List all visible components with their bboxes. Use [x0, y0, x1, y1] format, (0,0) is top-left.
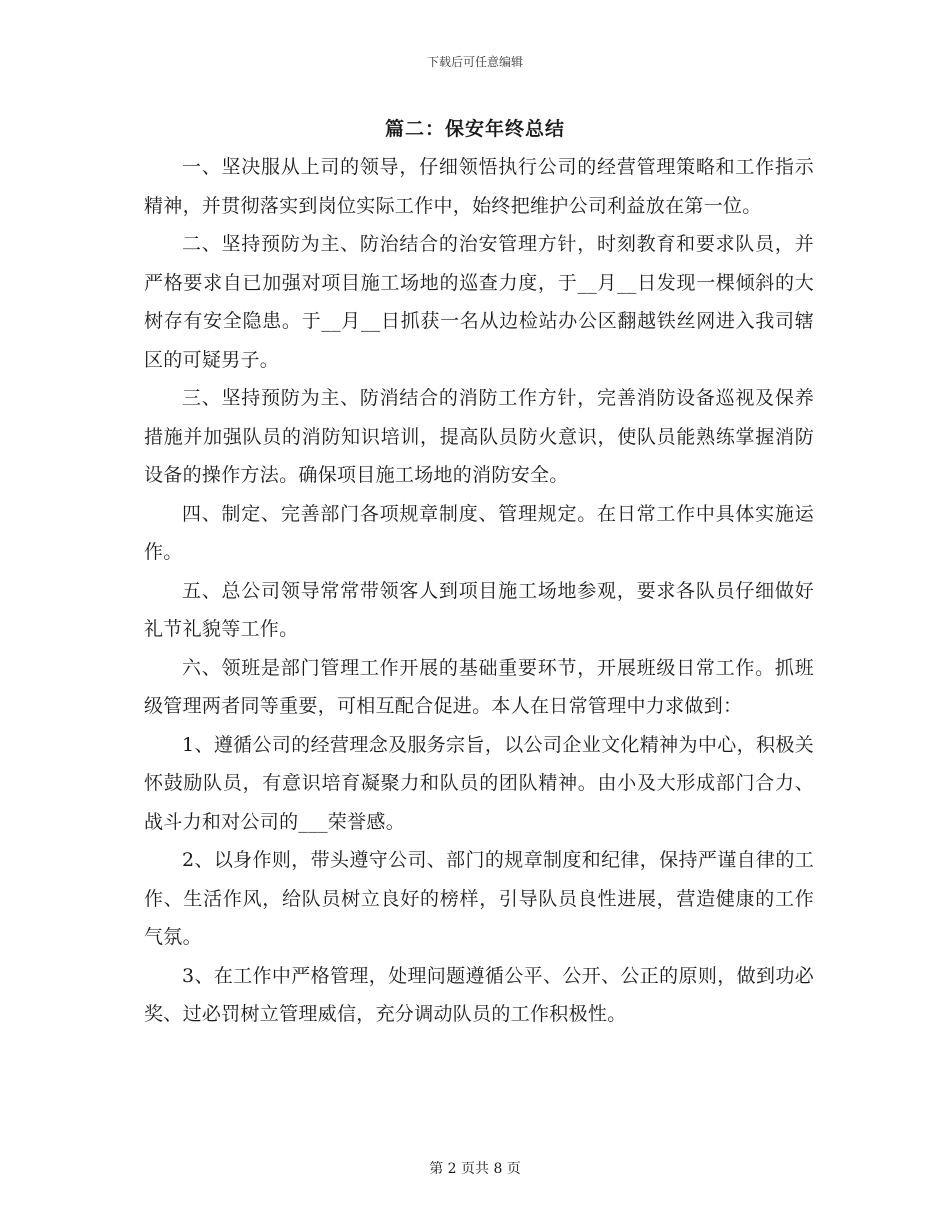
document-title: 篇二：保安年终总结 — [384, 118, 565, 140]
paragraph-7: 1、遵循公司的经营理念及服务宗旨，以公司企业文化精神为中心，积极关怀鼓励队员，有意识培育凝聚力和队员的团队精神。由小及大形成部门合力、战斗力和对公司的___荣誉感。 — [144, 733, 814, 833]
paragraph-3: 三、坚持预防为主、防消结合的消防工作方针，完善消防设备巡视及保养措施并加强队员的消防知识培训，提高队员防火意识，使队员能熟练掌握消防设备的操作方法。确保项目施工场地的消防安全。 — [144, 387, 814, 486]
document-body — [144, 148, 814, 1034]
paragraph-2: 二、坚持预防为主、防治结合的治安管理方针，时刻教育和要求队员，并严格要求自已加强对项目施工场地的巡查力度，于__月__日发现一棵倾斜的大树存有安全隐患。于__月__日抓获一名从边检站办公区翻越铁丝网进入我司辖区的可疑男子。 — [144, 233, 814, 371]
paragraph-4: 四、制定、完善部门各项规章制度、管理规定。在日常工作中具体实施运作。 — [144, 502, 814, 563]
header-note: 下载后可任意编辑 — [426, 55, 523, 69]
paragraph-9: 3、在工作中严格管理，处理问题遵循公平、公开、公正的原则，做到功必奖、过必罚树立管理威信，充分调动队员的工作积极性。 — [144, 964, 814, 1025]
paragraph-1: 一、坚决服从上司的领导，仔细领悟执行公司的经营管理策略和工作指示精神，并贯彻落实到岗位实际工作中，始终把维护公司利益放在第一位。 — [144, 156, 814, 217]
paragraph-6: 六、领班是部门管理工作开展的基础重要环节，开展班级日常工作。抓班级管理两者同等重要，可相互配合促进。本人在日常管理中力求做到： — [144, 656, 814, 717]
paragraph-5: 五、总公司领导常常带领客人到项目施工场地参观，要求各队员仔细做好礼节礼貌等工作。 — [144, 579, 814, 640]
paragraph-8: 2、以身作则，带头遵守公司、部门的规章制度和纪律，保持严谨自律的工作、生活作风，给队员树立良好的榜样，引导队员良性进展，营造健康的工作气氛。 — [144, 849, 814, 948]
page-footer: 第 2 页共 8 页 — [429, 1161, 521, 1177]
